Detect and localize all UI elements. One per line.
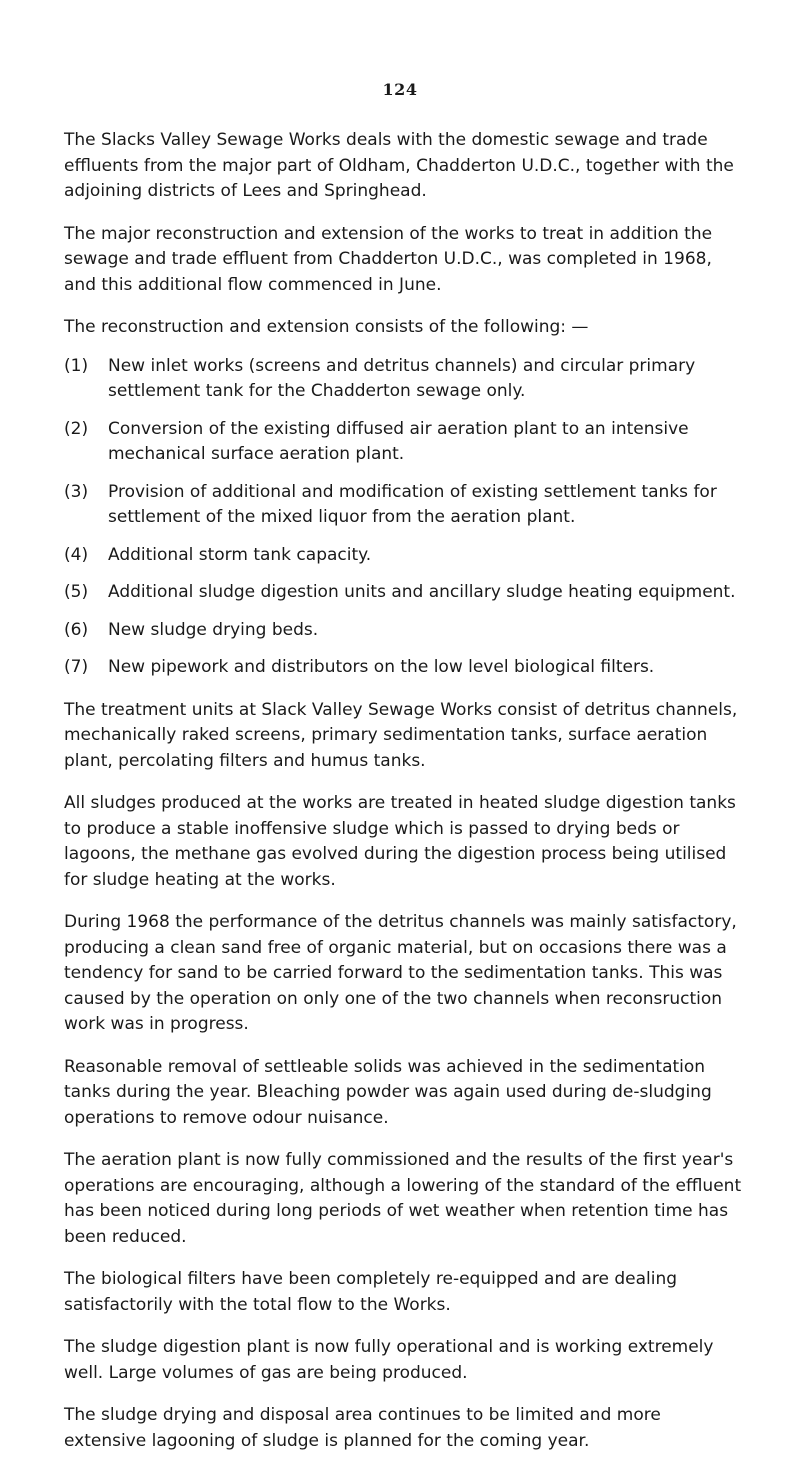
list-item-text: Additional storm tank capacity. — [108, 544, 372, 565]
list-item — [64, 618, 744, 644]
list-item-text: New sludge drying beds. — [108, 619, 319, 640]
list-item-number: (5) — [64, 582, 89, 602]
paragraph-intro-1: The Slacks Valley Sewage Works deals with the domestic sewage and trade effluents from the major part of Oldham, Chadderton U.D.C., together with the adjoining districts of Lees and Springhead. — [64, 130, 734, 201]
paragraph-sludges: All sludges produced at the works are treated in heated sludge digestion tanks to produce a stable inoffensive sludge which is passed to drying beds or lagoons, the methane gas evolved during the digestion process being utilised for sludge heating at the works. — [64, 793, 736, 890]
list-item-number: (7) — [64, 657, 89, 677]
list-item-text: Additional sludge digestion units and ancillary sludge heating equipment. — [108, 582, 736, 602]
list-item-text: New inlet works (screens and detritus channels) and circular primary settlement tank for the Chadderton sewage only. — [108, 355, 696, 401]
paragraph-digestion: The sludge digestion plant is now fully operational and is working extremely well. Large volumes of gas are being produced. — [64, 1337, 714, 1383]
list-item-text: New pipework and distributors on the low level biological filters. — [108, 657, 655, 677]
paragraph-intro-3: The reconstruction and extension consists of the following: — — [64, 317, 589, 337]
list-item-number: (6) — [64, 619, 89, 640]
paragraph-intro-2: The major reconstruction and extension of the works to treat in addition the sewage and trade effluent from Chadderton U.D.C., was completed in 1968, and this additional flow commenced in June. — [64, 223, 713, 295]
list-item — [64, 480, 744, 531]
list-item-number: (3) — [64, 481, 89, 502]
paragraph-treatment-units: The treatment units at Slack Valley Sewage Works consist of detritus channels, mechanically raked screens, primary sedimentation tanks, surface aeration plant, percolating filters and humus tanks. — [64, 699, 738, 771]
list-item-number: (2) — [64, 418, 89, 439]
list-item — [64, 655, 744, 681]
page-number: 124 — [382, 80, 418, 99]
list-item — [64, 417, 744, 468]
paragraph-drying: The sludge drying and disposal area continues to be limited and more extensive lagooning of sludge is planned for the coming year. — [64, 1405, 661, 1451]
list-item-number: (4) — [64, 544, 89, 565]
list-item — [64, 543, 744, 569]
paragraph-sedimentation: Reasonable removal of settleable solids was achieved in the sedimentation tanks during the year. Bleaching powder was again used during de-sludging operations to remove odour nuisance. — [64, 1056, 712, 1128]
document-body — [64, 128, 744, 1471]
reconstruction-list — [64, 354, 744, 681]
list-item-text: Conversion of the existing diffused air aeration plant to an intensive mechanical surface aeration plant. — [108, 418, 689, 464]
paragraph-aeration: The aeration plant is now fully commissioned and the results of the first year's operations are encouraging, although a lowering of the standard of the effluent has been noticed during long periods of wet weather when retention time has been reduced. — [64, 1150, 742, 1247]
list-item-text: Provision of additional and modification of existing settlement tanks for settlement of the mixed liquor from the aeration plant. — [108, 481, 717, 527]
paragraph-detritus: During 1968 the performance of the detritus channels was mainly satisfactory, producing a clean sand free of organic material, but on occasions there was a tendency for sand to be carried forward to the sedimentation tanks. This was caused by the operation on only one of the two channels when reconsruction work was in progress. — [64, 912, 737, 1034]
list-item-number: (1) — [64, 355, 89, 376]
list-item — [64, 354, 744, 405]
paragraph-filters: The biological filters have been completely re-equipped and are dealing satisfactorily with the total flow to the Works. — [64, 1269, 678, 1315]
list-item — [64, 580, 744, 606]
